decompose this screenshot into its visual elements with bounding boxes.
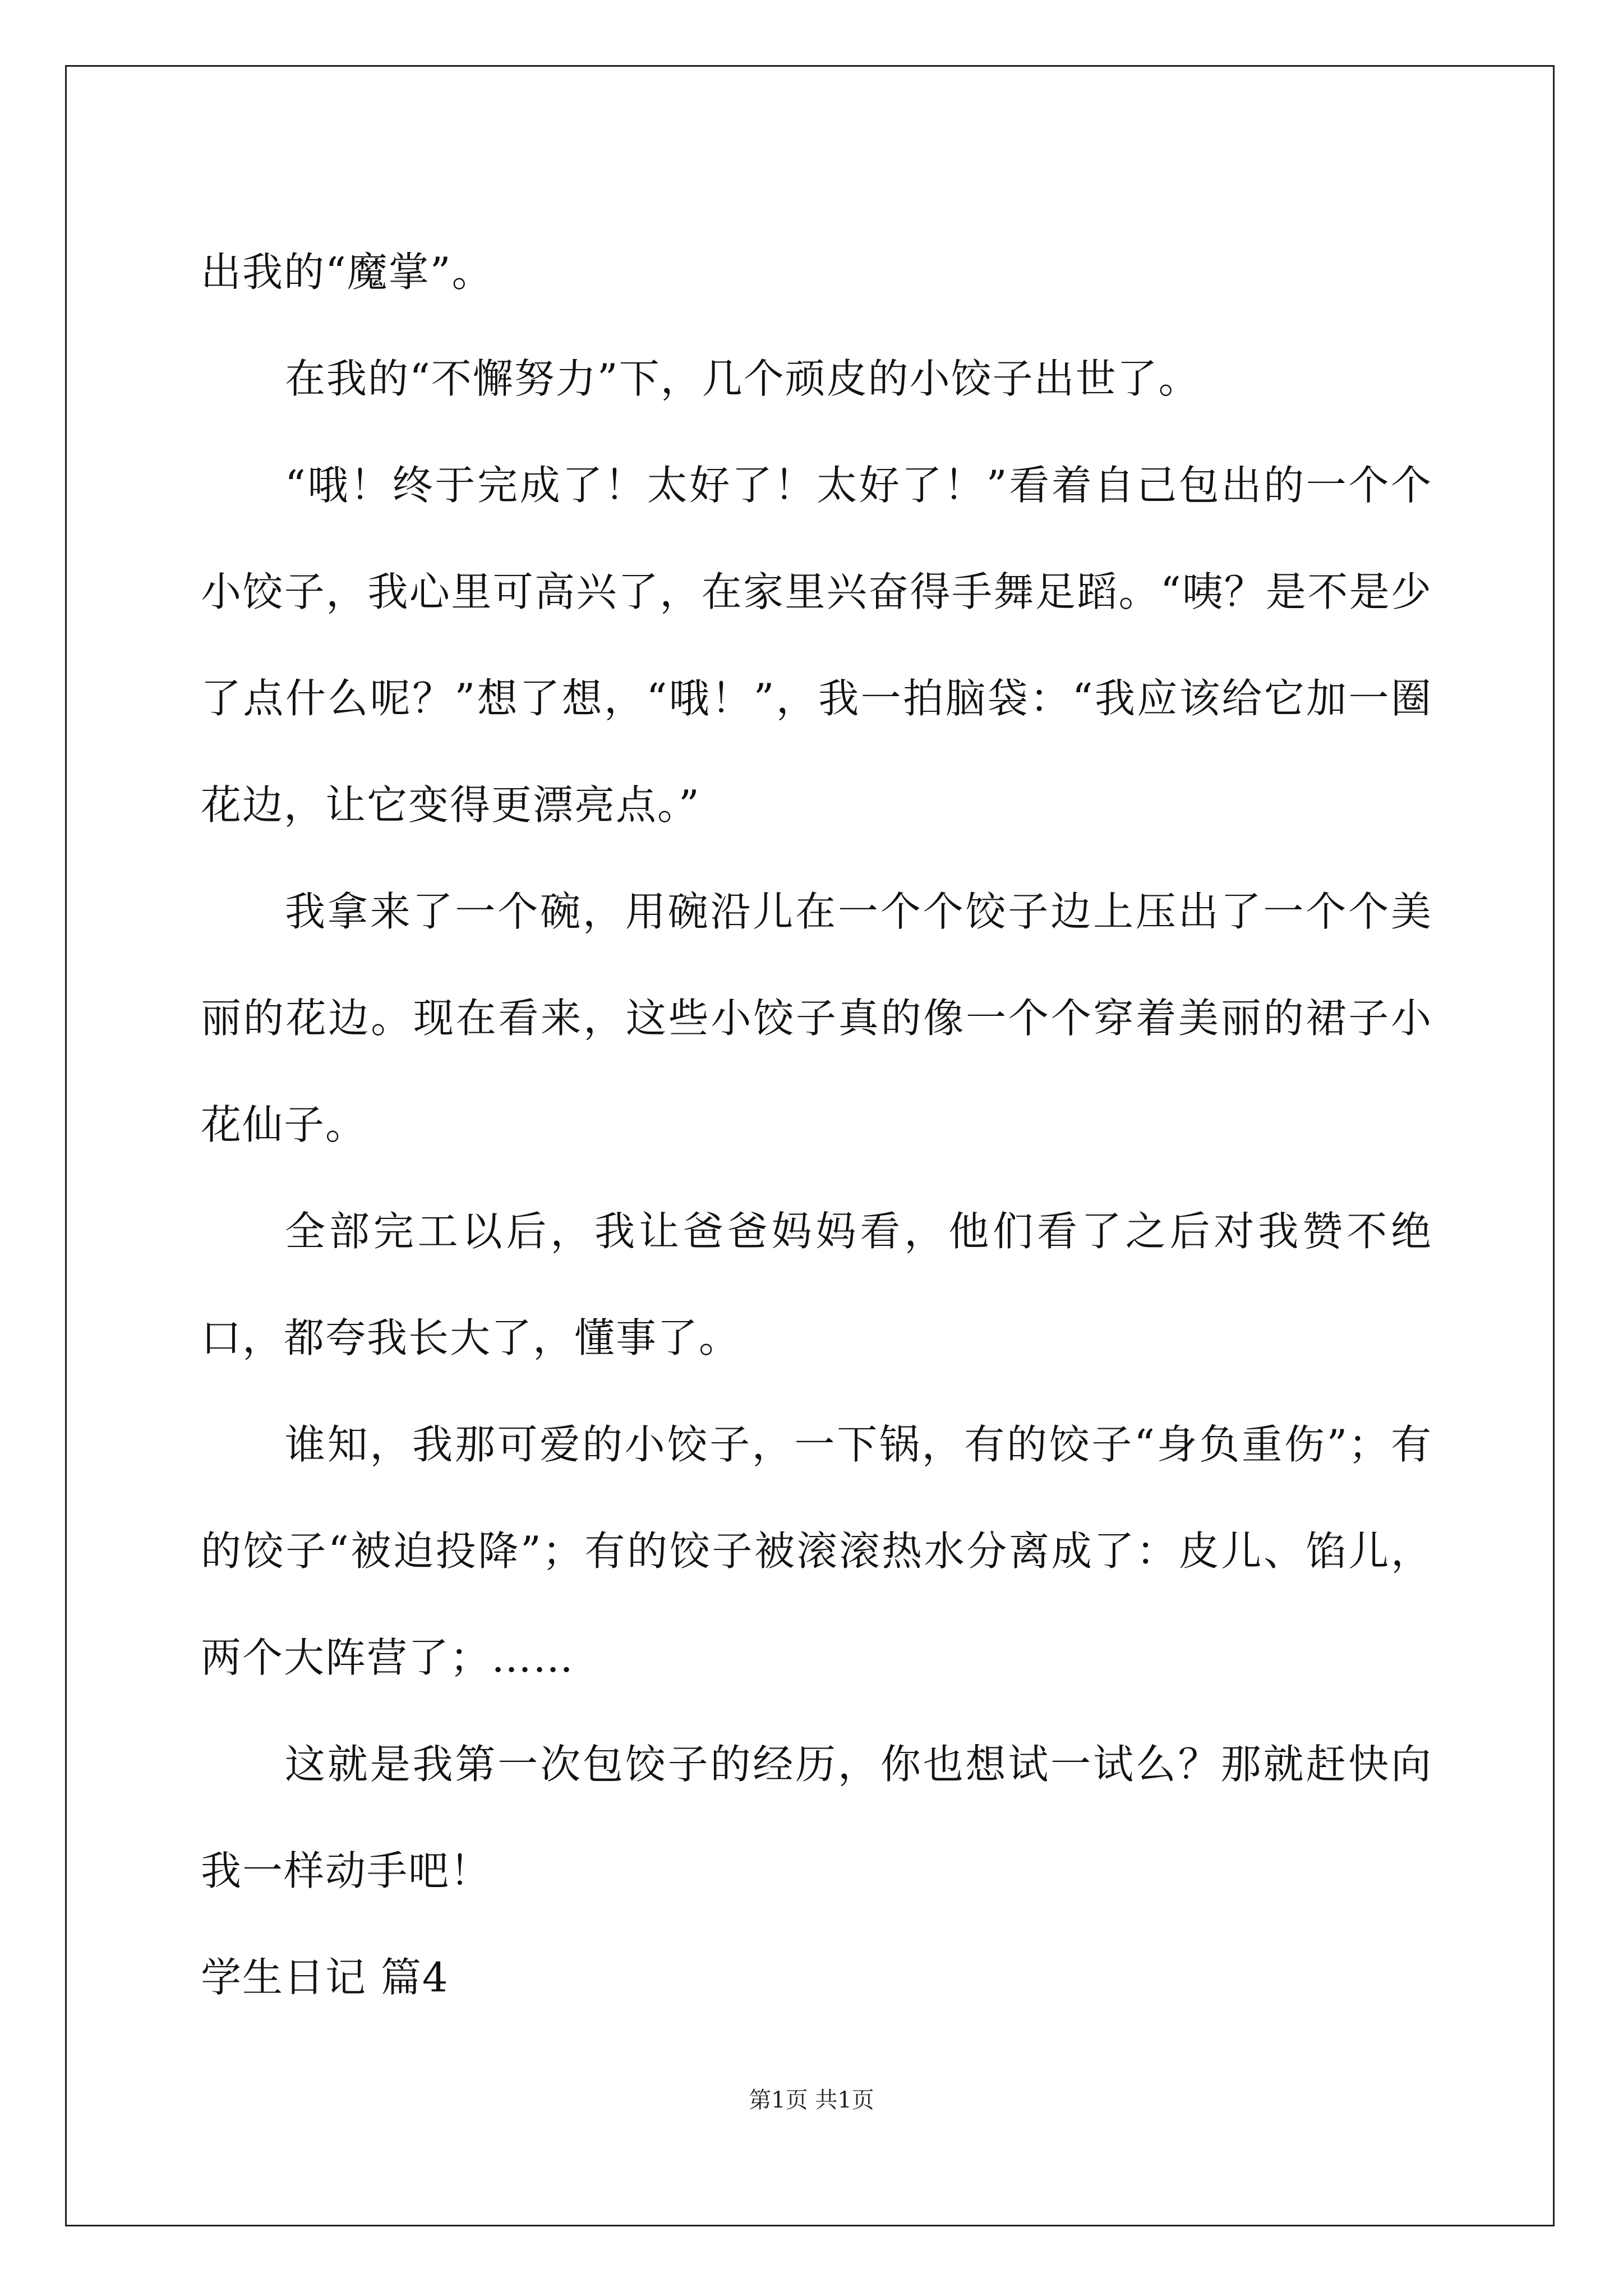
- paragraph: “哦！终于完成了！太好了！太好了！”看着自己包出的一个个小饺子，我心里可高兴了，在家里兴奋得手舞足蹈。“咦？是不是少了点什么呢？”想了想，“哦！”，我一拍脑袋：“我应该给它加一圈花边，让它变得更漂亮点。”: [201, 462, 1432, 829]
- paragraph: 全部完工以后，我让爸爸妈妈看，他们看了之后对我赞不绝口，都夸我长大了，懂事了。: [201, 1208, 1432, 1361]
- paragraph: 这就是我第一次包饺子的经历，你也想试一试么？那就赶快向我一样动手吧！: [201, 1741, 1432, 1894]
- paragraph: 在我的“不懈努力”下，几个顽皮的小饺子出世了。: [285, 355, 1200, 402]
- paragraph: 谁知，我那可爱的小饺子，一下锅，有的饺子“身负重伤”；有的饺子“被迫投降”；有的饺子被滚滚热水分离成了：皮儿、馅儿，两个大阵营了；……: [201, 1421, 1432, 1681]
- page-footer: 第1页 共1页: [749, 2087, 874, 2113]
- document-body: [201, 219, 1432, 2031]
- section-heading: 学生日记 篇4: [201, 1954, 449, 2001]
- paragraph: 我拿来了一个碗，用碗沿儿在一个个饺子边上压出了一个个美丽的花边。现在看来，这些小饺子真的像一个个穿着美丽的裙子小花仙子。: [201, 888, 1432, 1148]
- paragraph-continuation: 出我的“魔掌”。: [201, 249, 494, 296]
